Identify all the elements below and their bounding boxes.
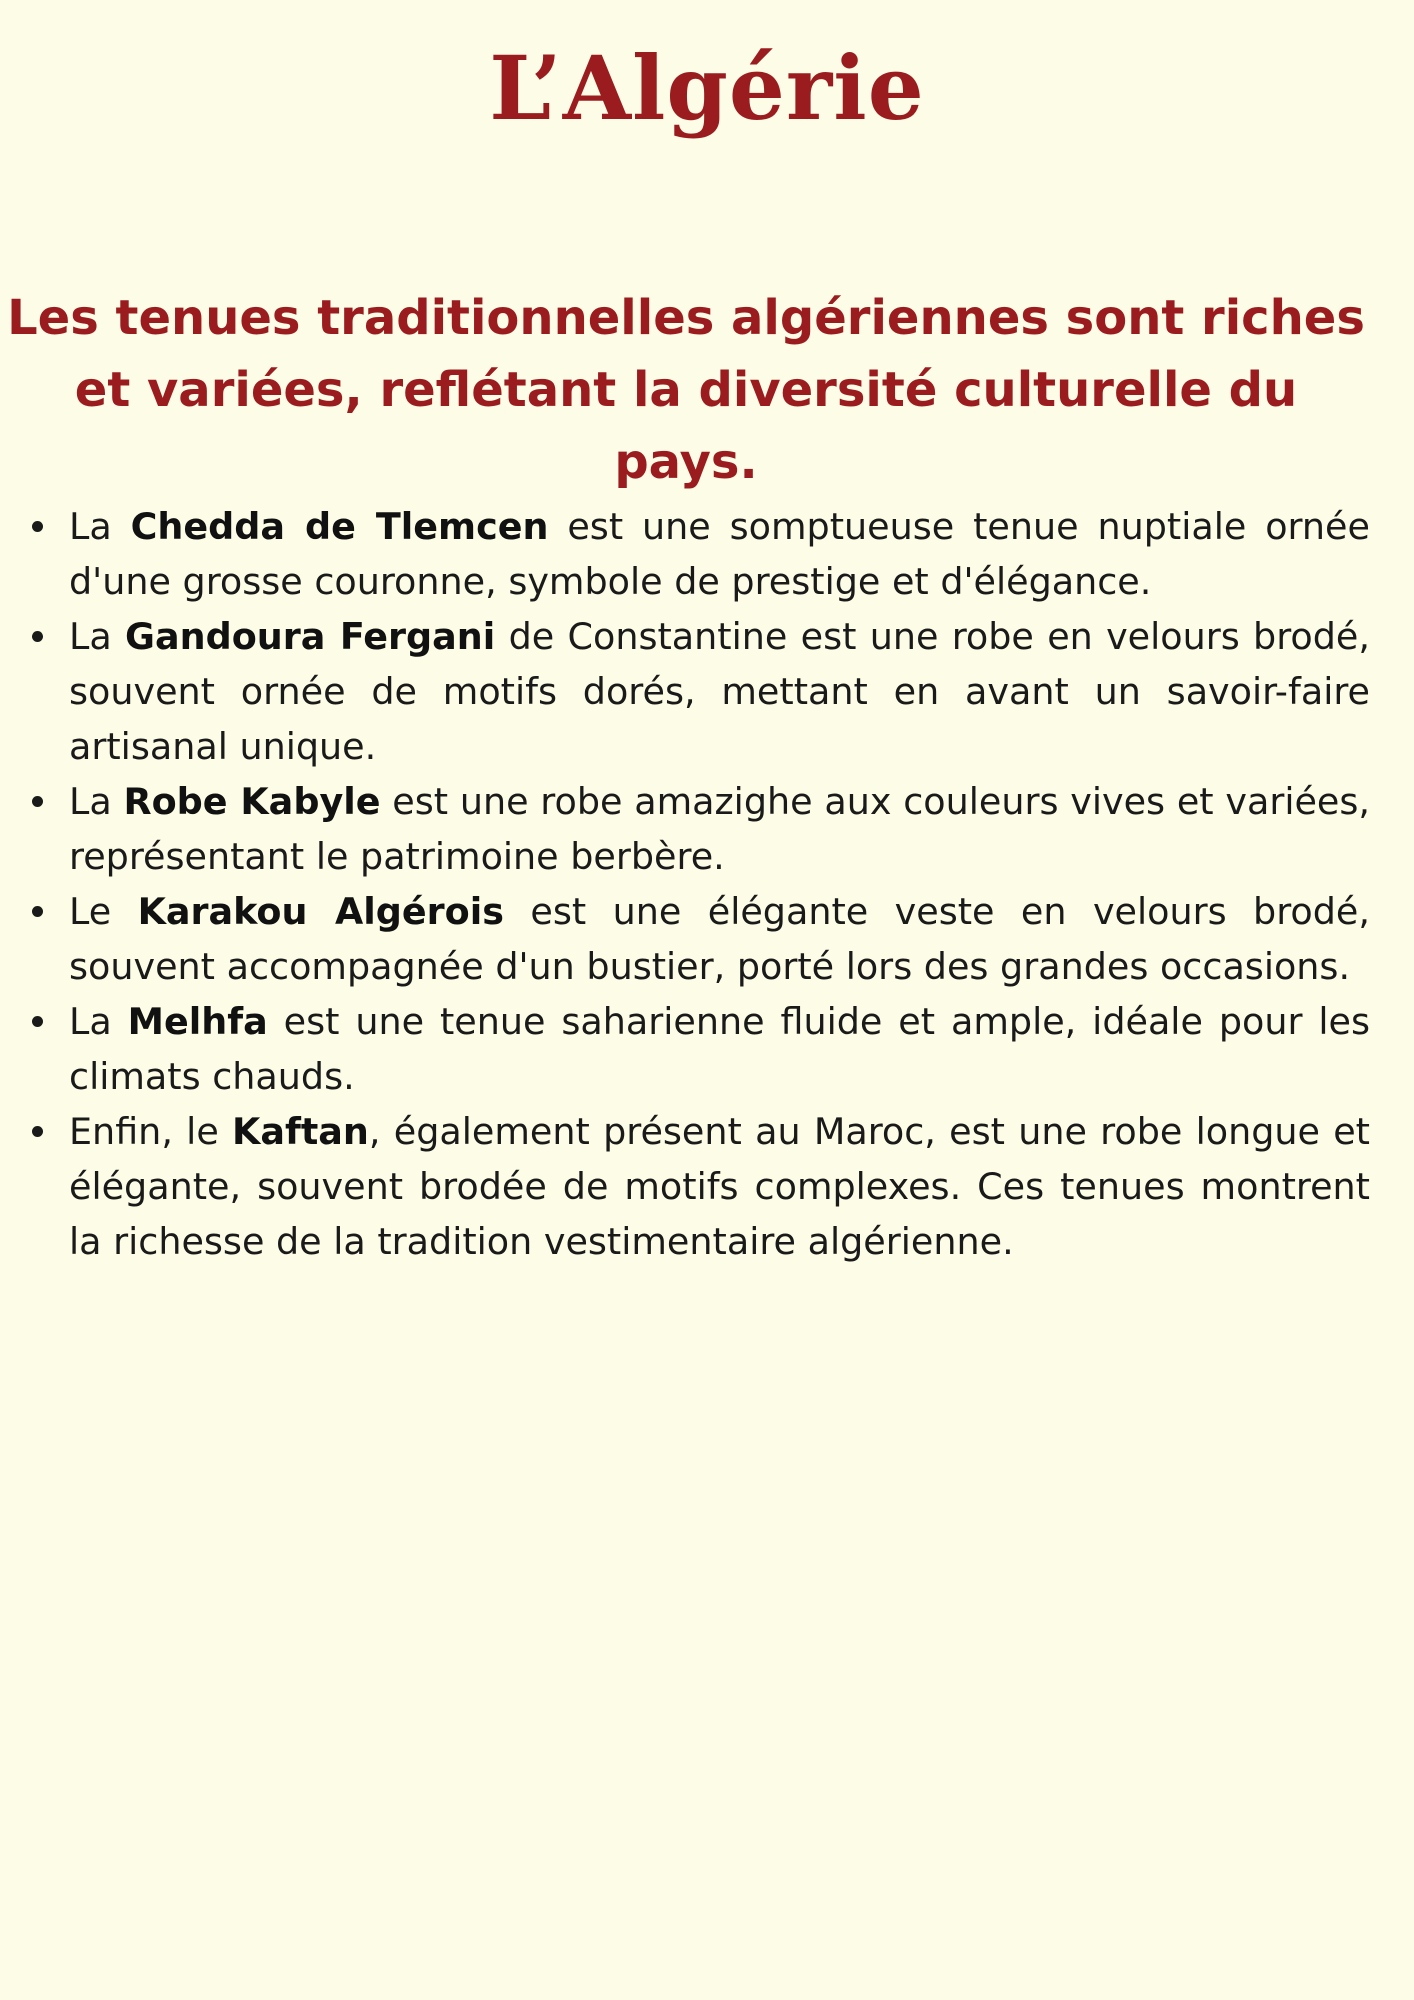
- item-name: Kaftan: [232, 1110, 369, 1153]
- list-item: [69, 1104, 1370, 1269]
- item-description: est une robe amazighe aux couleurs vives et variées, représentant le patrimoine berbère.: [69, 780, 1370, 878]
- item-prefix: La: [69, 1000, 128, 1043]
- item-description: , également présent au Maroc, est une robe longue et élégante, souvent brodée de motifs complexes. Ces tenues montrent la richesse de la tradition vestimentaire algérienne.: [69, 1110, 1370, 1263]
- item-name: Karakou Algérois: [137, 890, 504, 933]
- item-description: est une somptueuse tenue nuptiale ornée d'une grosse couronne, symbole de prestige et d'élégance.: [69, 505, 1370, 603]
- item-name: Robe Kabyle: [123, 780, 381, 823]
- bullet-icon: [32, 796, 43, 807]
- page-title: L’Algérie: [489, 36, 925, 140]
- list-item: [69, 884, 1370, 994]
- item-prefix: La: [69, 780, 124, 823]
- item-description: de Constantine est une robe en velours brodé, souvent ornée de motifs dorés, mettant en avant un savoir-faire artisanal unique.: [69, 615, 1370, 768]
- item-prefix: La: [69, 505, 131, 548]
- list-item: [69, 994, 1370, 1104]
- bullet-icon: [32, 1126, 43, 1137]
- item-name: Gandoura Fergani: [125, 615, 496, 658]
- costume-list: [0, 499, 1414, 1269]
- bullet-icon: [32, 631, 43, 642]
- item-name: Melhfa: [127, 1000, 268, 1043]
- list-item: [69, 499, 1370, 609]
- item-description: est une tenue saharienne fluide et ample, idéale pour les climats chauds.: [69, 1000, 1370, 1098]
- bullet-icon: [32, 1016, 43, 1027]
- item-name: Chedda de Tlemcen: [130, 505, 549, 548]
- list-item: [69, 774, 1370, 884]
- item-description: est une élégante veste en velours brodé, souvent accompagnée d'un bustier, porté lors des grandes occasions.: [69, 890, 1370, 988]
- bullet-icon: [32, 521, 43, 532]
- list-item: [69, 609, 1370, 774]
- bullet-icon: [32, 906, 43, 917]
- item-prefix: La: [69, 615, 126, 658]
- item-prefix: Le: [69, 890, 138, 933]
- page-subtitle: Les tenues traditionnelles algériennes sont riches et variées, reflétant la diversité culturelle du pays.: [7, 290, 1365, 490]
- item-prefix: Enfin, le: [69, 1110, 233, 1153]
